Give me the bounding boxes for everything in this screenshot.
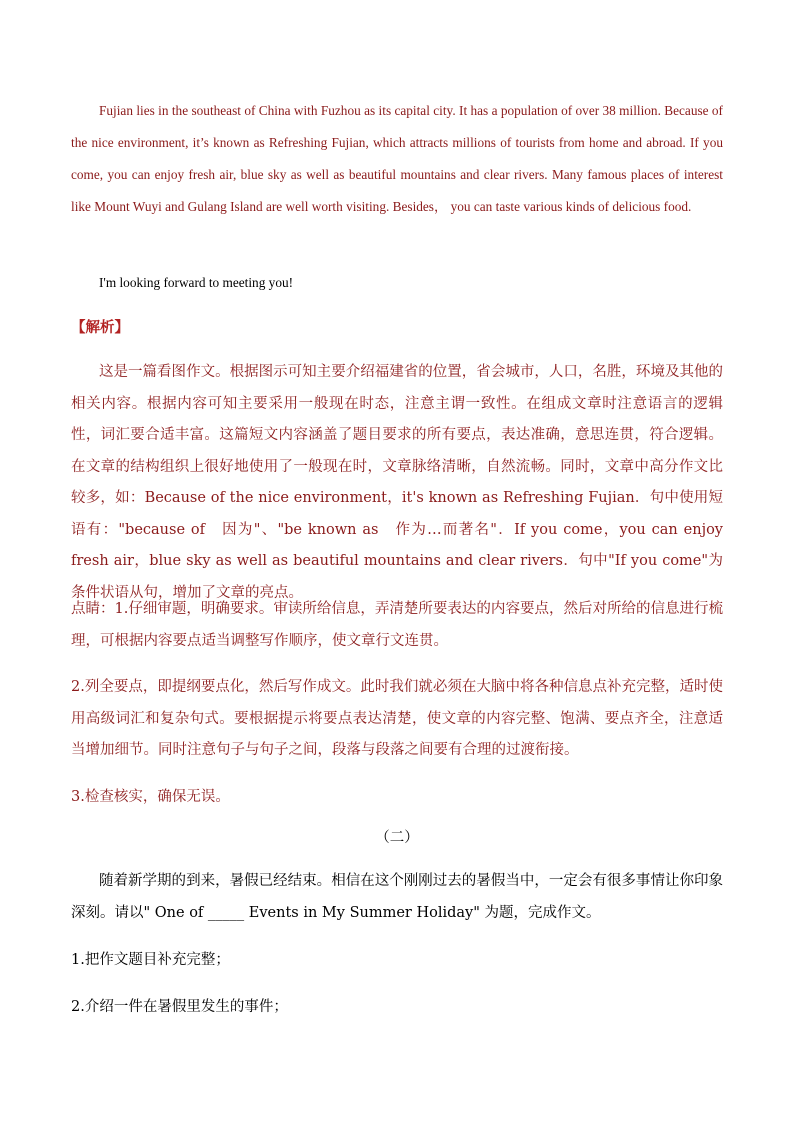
requirement-2: 2.介绍一件在暑假里发生的事件； [71, 999, 288, 1015]
tip-point-2: 2.列全要点，即提纲要点化，然后写作成文。此时我们就必须在大脑中将各种信息点补充完整，适时使用高级词汇和复杂句式。要根据提示将要点表达清楚，使文章的内容完整、饱满、要点齐全，注意适当增加细节。同时注意句子与句子之间，段落与段落之间要有合理的过渡衔接。 [71, 679, 723, 758]
section-title: （二） [375, 830, 419, 846]
essay-paragraph: Fujian lies in the southeast of China with Fuzhou as its capital city. It has a population of over 38 million. Because of the nice environment, it’s known as Refreshing Fujian, which attracts millions of tourists from home and abroad. If you come, you can enjoy fresh air, blue sky as well as beautiful mountains and clear rivers. Many famous places of interest like Mount Wuyi and Gulang Island are well worth visiting. Besides， you can taste various kinds of delicious food. [71, 103, 723, 214]
analysis-body: 这是一篇看图作文。根据图示可知主要介绍福建省的位置，省会城市，人口，名胜，环境及其他的相关内容。根据内容可知主要采用一般现在时态，注意主谓一致性。在组成文章时注意语言的逻辑性，词汇要合适丰富。这篇短文内容涵盖了题目要求的所有要点，表达准确，意思连贯，符合逻辑。在文章的结构组织上很好地使用了一般现在时，文章脉络清晰，自然流畅。同时，文章中高分作文比较多，如：Because of the nice environment，it's known as Refreshing Fujian．句中使用短语有："because of 因为"、"be known as 作为…而著名"．If you come，you can enjoy fresh air，blue sky as well as beautiful mountains and clear rivers．句中"If you come"为条件状语从句，增加了文章的亮点。 [71, 364, 723, 601]
tip-point-3: 3.检查核实，确保无误。 [71, 789, 230, 805]
section-intro: 随着新学期的到来，暑假已经结束。相信在这个刚刚过去的暑假当中，一定会有很多事情让你印象深刻。请以" One of _____ Events in My Summer Holiday" 为题，完成作文。 [71, 873, 723, 921]
tip-point-1: 点睛：1.仔细审题，明确要求。审读所给信息，弄清楚所要表达的内容要点，然后对所给的信息进行梳理，可根据内容要点适当调整写作顺序，使文章行文连贯。 [71, 601, 723, 649]
analysis-heading: 【解析】 [71, 319, 129, 336]
requirement-1: 1.把作文题目补充完整； [71, 952, 230, 968]
essay-closing: I'm looking forward to meeting you! [99, 275, 294, 290]
